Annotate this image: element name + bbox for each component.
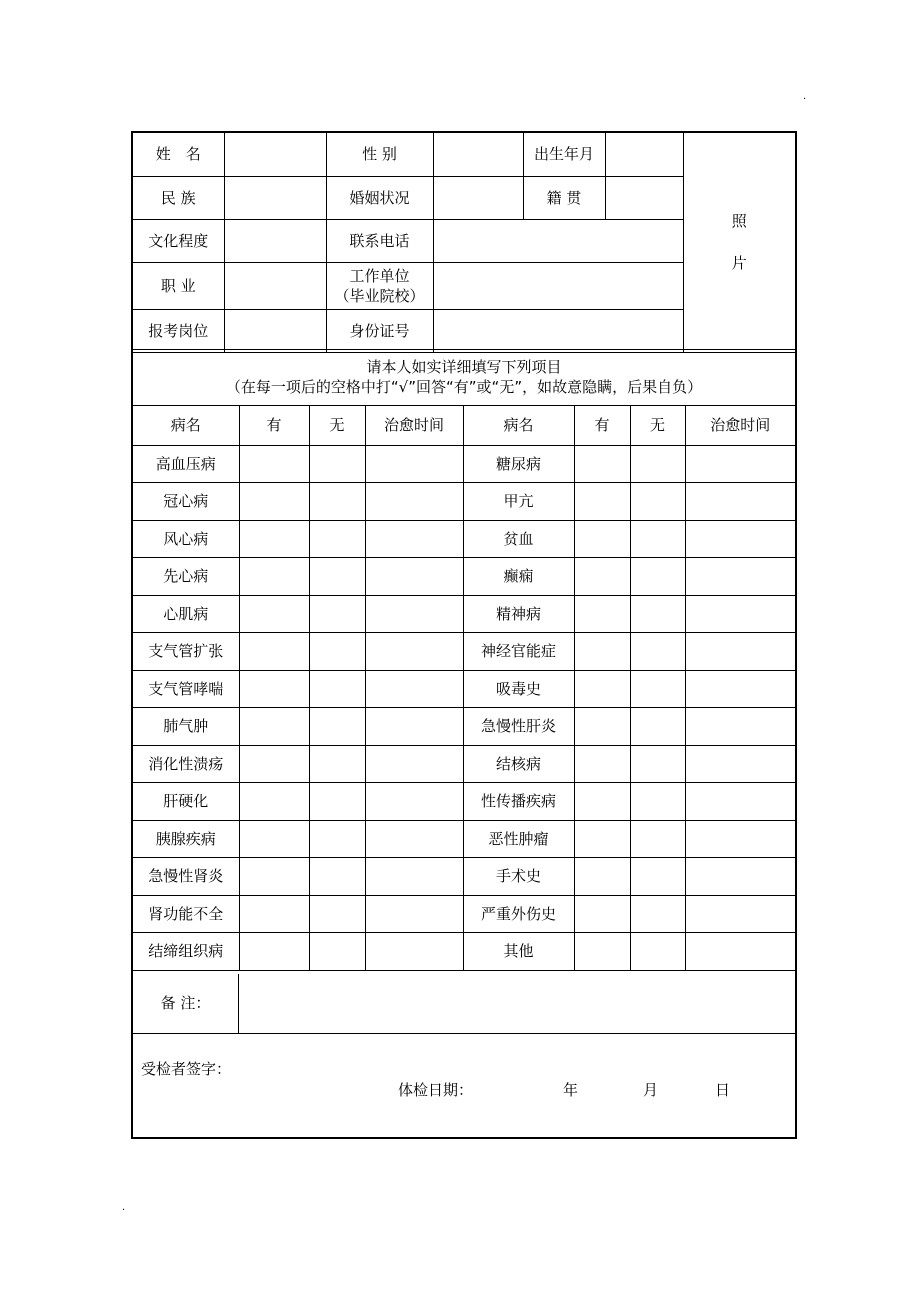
table-row — [133, 595, 795, 633]
workplace-field[interactable] — [433, 262, 683, 309]
yes-checkbox-right[interactable] — [574, 933, 630, 971]
exam-date-label: 体检日期： — [398, 1081, 474, 1099]
no-checkbox-right[interactable] — [630, 670, 685, 708]
phone-label: 联系电话 — [326, 219, 433, 262]
remarks-field[interactable] — [239, 974, 795, 1033]
yes-checkbox-left[interactable] — [239, 745, 309, 783]
table-row — [133, 558, 795, 596]
disease-name-right: 结核病 — [463, 745, 574, 783]
cure-time-left[interactable] — [365, 858, 463, 896]
disease-name-right: 神经官能症 — [463, 633, 574, 671]
header-cell: 有 — [239, 406, 309, 445]
table-row — [133, 633, 795, 671]
disease-name-left: 风心病 — [133, 520, 239, 558]
remarks-label: 备 注： — [133, 974, 239, 1033]
yes-checkbox-right[interactable] — [574, 633, 630, 671]
education-label: 文化程度 — [133, 219, 224, 262]
id-label: 身份证号 — [326, 309, 433, 352]
remarks-row — [133, 974, 795, 1034]
yes-checkbox-left[interactable] — [239, 595, 309, 633]
cure-time-left[interactable] — [365, 745, 463, 783]
yes-checkbox-left[interactable] — [239, 708, 309, 746]
disease-name-left: 心肌病 — [133, 595, 239, 633]
birth-label: 出生年月 — [523, 133, 605, 176]
cure-time-right[interactable] — [685, 558, 795, 596]
no-checkbox-left[interactable] — [309, 558, 365, 596]
corner-dot-bottom-left: . — [122, 1202, 126, 1213]
yes-checkbox-right[interactable] — [574, 783, 630, 821]
no-checkbox-right[interactable] — [630, 633, 685, 671]
workplace-label-line1: 工作单位 — [349, 266, 410, 285]
cure-time-left[interactable] — [365, 520, 463, 558]
cure-time-right[interactable] — [685, 933, 795, 971]
yes-checkbox-left[interactable] — [239, 783, 309, 821]
cure-time-right[interactable] — [685, 670, 795, 708]
no-checkbox-left[interactable] — [309, 895, 365, 933]
header-cell: 无 — [309, 406, 365, 445]
disease-name-right: 急慢性肝炎 — [463, 708, 574, 746]
yes-checkbox-right[interactable] — [574, 445, 630, 483]
no-checkbox-left[interactable] — [309, 708, 365, 746]
signature-section — [133, 1034, 795, 1137]
yes-checkbox-left[interactable] — [239, 670, 309, 708]
photo-label-1: 照 — [731, 212, 747, 231]
header-cell: 病名 — [463, 406, 574, 445]
yes-checkbox-left[interactable] — [239, 633, 309, 671]
name-label: 姓 名 — [133, 133, 224, 176]
yes-checkbox-right[interactable] — [574, 708, 630, 746]
yes-checkbox-right[interactable] — [574, 558, 630, 596]
no-checkbox-left[interactable] — [309, 670, 365, 708]
no-checkbox-left[interactable] — [309, 633, 365, 671]
education-field[interactable] — [224, 219, 326, 262]
name-field[interactable] — [224, 133, 326, 176]
no-checkbox-right[interactable] — [630, 445, 685, 483]
yes-checkbox-left[interactable] — [239, 445, 309, 483]
no-checkbox-left[interactable] — [309, 520, 365, 558]
no-checkbox-left[interactable] — [309, 745, 365, 783]
no-checkbox-right[interactable] — [630, 820, 685, 858]
ethnicity-field[interactable] — [224, 176, 326, 219]
cure-time-right[interactable] — [685, 595, 795, 633]
position-field[interactable] — [224, 309, 326, 352]
yes-checkbox-right[interactable] — [574, 820, 630, 858]
yes-checkbox-left[interactable] — [239, 483, 309, 521]
cure-time-left[interactable] — [365, 708, 463, 746]
no-checkbox-left[interactable] — [309, 933, 365, 971]
table-row — [133, 895, 795, 933]
workplace-label-line2: （毕业院校） — [334, 286, 425, 305]
day-label: 日 — [715, 1081, 731, 1099]
origin-label: 籍 贯 — [523, 176, 605, 219]
cure-time-left[interactable] — [365, 670, 463, 708]
no-checkbox-right[interactable] — [630, 933, 685, 971]
gender-label: 性 别 — [326, 133, 433, 176]
signature-label: 受检者签字： — [141, 1060, 232, 1078]
no-checkbox-right[interactable] — [630, 708, 685, 746]
cure-time-right[interactable] — [685, 445, 795, 483]
workplace-label — [326, 262, 433, 309]
no-checkbox-left[interactable] — [309, 858, 365, 896]
header-cell: 治愈时间 — [685, 406, 795, 445]
marital-label: 婚姻状况 — [326, 176, 433, 219]
disease-name-left: 结缔组织病 — [133, 933, 239, 971]
disease-table-body — [133, 406, 795, 970]
photo-box[interactable] — [683, 133, 795, 352]
cure-time-left[interactable] — [365, 783, 463, 821]
cure-time-left[interactable] — [365, 933, 463, 971]
table-row — [133, 820, 795, 858]
table-row — [133, 483, 795, 521]
no-checkbox-right[interactable] — [630, 783, 685, 821]
disease-name-left: 胰腺疾病 — [133, 820, 239, 858]
ethnicity-label: 民 族 — [133, 176, 224, 219]
disease-name-right: 性传播疾病 — [463, 783, 574, 821]
cure-time-left[interactable] — [365, 895, 463, 933]
yes-checkbox-right[interactable] — [574, 895, 630, 933]
disease-name-left: 先心病 — [133, 558, 239, 596]
no-checkbox-left[interactable] — [309, 483, 365, 521]
no-checkbox-right[interactable] — [630, 895, 685, 933]
position-label: 报考岗位 — [133, 309, 224, 352]
corner-dot-top-right: . — [803, 91, 807, 102]
table-row — [133, 783, 795, 821]
cure-time-right[interactable] — [685, 483, 795, 521]
disease-name-right: 贫血 — [463, 520, 574, 558]
disease-name-left: 支气管扩张 — [133, 633, 239, 671]
disease-name-left: 肾功能不全 — [133, 895, 239, 933]
no-checkbox-right[interactable] — [630, 520, 685, 558]
cure-time-right[interactable] — [685, 633, 795, 671]
yes-checkbox-left[interactable] — [239, 858, 309, 896]
no-checkbox-right[interactable] — [630, 483, 685, 521]
cure-time-right[interactable] — [685, 820, 795, 858]
disease-table — [133, 406, 795, 971]
table-row — [133, 708, 795, 746]
disease-name-right: 甲亢 — [463, 483, 574, 521]
yes-checkbox-right[interactable] — [574, 858, 630, 896]
month-label: 月 — [643, 1081, 659, 1099]
disease-name-right: 手术史 — [463, 858, 574, 896]
origin-field[interactable] — [605, 176, 683, 219]
no-checkbox-right[interactable] — [630, 558, 685, 596]
birth-field[interactable] — [605, 133, 683, 176]
header-cell: 有 — [574, 406, 630, 445]
yes-checkbox-right[interactable] — [574, 520, 630, 558]
disease-name-right: 严重外伤史 — [463, 895, 574, 933]
notice-line-2: （在每一项后的空格中打“√”回答“有”或“无”，如故意隐瞒，后果自负） — [225, 378, 703, 396]
notice-section — [133, 349, 795, 406]
cure-time-left[interactable] — [365, 483, 463, 521]
no-checkbox-left[interactable] — [309, 820, 365, 858]
disease-name-right: 其他 — [463, 933, 574, 971]
cure-time-right[interactable] — [685, 783, 795, 821]
yes-checkbox-left[interactable] — [239, 820, 309, 858]
no-checkbox-left[interactable] — [309, 783, 365, 821]
yes-checkbox-right[interactable] — [574, 483, 630, 521]
table-row — [133, 933, 795, 971]
disease-name-left: 肝硬化 — [133, 783, 239, 821]
health-declaration-form — [131, 131, 797, 1139]
cure-time-right[interactable] — [685, 745, 795, 783]
disease-name-left: 消化性溃疡 — [133, 745, 239, 783]
yes-checkbox-left[interactable] — [239, 520, 309, 558]
disease-name-left: 冠心病 — [133, 483, 239, 521]
disease-name-left: 肺气肿 — [133, 708, 239, 746]
header-cell: 病名 — [133, 406, 239, 445]
gender-field[interactable] — [433, 133, 523, 176]
yes-checkbox-left[interactable] — [239, 895, 309, 933]
no-checkbox-right[interactable] — [630, 858, 685, 896]
no-checkbox-right[interactable] — [630, 745, 685, 783]
cure-time-left[interactable] — [365, 820, 463, 858]
disease-name-left: 急慢性肾炎 — [133, 858, 239, 896]
cure-time-right[interactable] — [685, 520, 795, 558]
disease-name-right: 精神病 — [463, 595, 574, 633]
disease-name-right: 吸毒史 — [463, 670, 574, 708]
no-checkbox-left[interactable] — [309, 445, 365, 483]
table-row — [133, 445, 795, 483]
photo-label-2: 片 — [731, 254, 747, 273]
marital-field[interactable] — [433, 176, 523, 219]
cure-time-left[interactable] — [365, 633, 463, 671]
cure-time-left[interactable] — [365, 595, 463, 633]
disease-table-header — [133, 406, 795, 445]
disease-name-right: 恶性肿瘤 — [463, 820, 574, 858]
disease-name-left: 支气管哮喘 — [133, 670, 239, 708]
table-row — [133, 520, 795, 558]
table-row — [133, 745, 795, 783]
notice-line-1: 请本人如实详细填写下列项目 — [366, 358, 562, 376]
cure-time-right[interactable] — [685, 708, 795, 746]
basic-info-table — [133, 133, 795, 353]
header-cell: 无 — [630, 406, 685, 445]
yes-checkbox-right[interactable] — [574, 595, 630, 633]
yes-checkbox-right[interactable] — [574, 745, 630, 783]
cure-time-right[interactable] — [685, 858, 795, 896]
id-field[interactable] — [433, 309, 683, 352]
disease-name-left: 高血压病 — [133, 445, 239, 483]
cure-time-right[interactable] — [685, 895, 795, 933]
table-row — [133, 670, 795, 708]
phone-field[interactable] — [433, 219, 683, 262]
cure-time-left[interactable] — [365, 445, 463, 483]
yes-checkbox-right[interactable] — [574, 670, 630, 708]
occupation-field[interactable] — [224, 262, 326, 309]
yes-checkbox-left[interactable] — [239, 933, 309, 971]
disease-name-right: 糖尿病 — [463, 445, 574, 483]
year-label: 年 — [563, 1081, 579, 1099]
cure-time-left[interactable] — [365, 558, 463, 596]
disease-name-right: 癫痫 — [463, 558, 574, 596]
header-cell: 治愈时间 — [365, 406, 463, 445]
yes-checkbox-left[interactable] — [239, 558, 309, 596]
no-checkbox-left[interactable] — [309, 595, 365, 633]
table-row — [133, 858, 795, 896]
no-checkbox-right[interactable] — [630, 595, 685, 633]
occupation-label: 职 业 — [133, 262, 224, 309]
